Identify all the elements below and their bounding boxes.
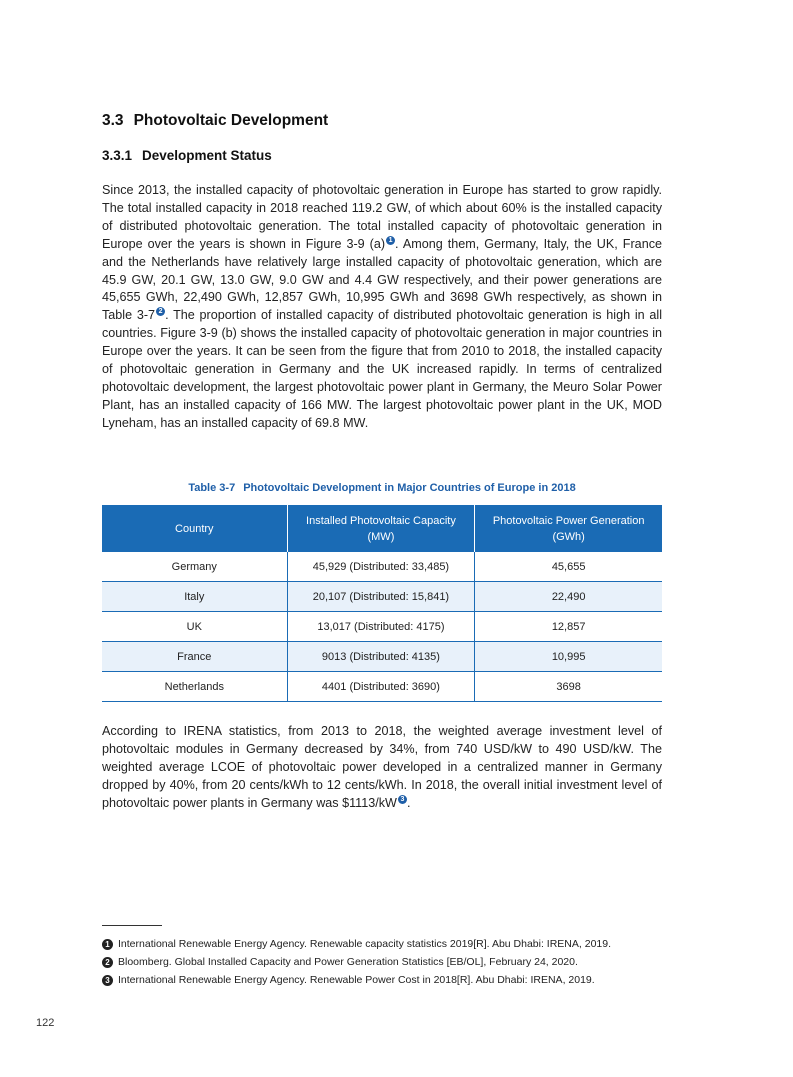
table-row [102, 552, 662, 582]
footnote-item [102, 953, 702, 971]
table-caption [102, 482, 662, 494]
body-paragraph-1 [102, 182, 662, 433]
footnote-ref-1[interactable]: 1 [386, 236, 395, 245]
footnote-mark: 2 [102, 957, 113, 968]
section-title [102, 112, 328, 130]
footnote-text: International Renewable Energy Agency. Renewable Power Cost in 2018[R]. Abu Dhabi: IRENA, 2019. [118, 974, 595, 986]
footnote-ref-3[interactable]: 3 [398, 795, 407, 804]
table-cell: 13,017 (Distributed: 4175) [287, 612, 475, 642]
paragraph-text: Since 2013, the installed capacity of photovoltaic generation in Europe has started to grow rapidly. The total installed capacity in 2018 reached 119.2 GW, of which about 60% is the installed capacity of distributed photovoltaic generation. The total installed capacity of photovoltaic generation in Europe over the years is shown in Figure 3-9 (a) [102, 183, 662, 251]
paragraph-text: . [406, 795, 411, 810]
footnote-ref-2[interactable]: 2 [156, 307, 165, 316]
subsection-title-text: Development Status [142, 148, 272, 163]
table-cell: 4401 (Distributed: 3690) [287, 672, 475, 702]
table-cell: 22,490 [475, 582, 662, 612]
footnote-mark: 1 [102, 939, 113, 950]
table-cell: 45,929 (Distributed: 33,485) [287, 552, 475, 582]
table-cell: 3698 [475, 672, 662, 702]
table-cell: 20,107 (Distributed: 15,841) [287, 582, 475, 612]
table-cell: 10,995 [475, 642, 662, 672]
footnote-mark: 3 [102, 975, 113, 986]
table-row [102, 582, 662, 612]
page-number: 122 [36, 1017, 55, 1029]
footnote-divider [102, 925, 162, 926]
footnotes [102, 935, 702, 989]
data-table [102, 505, 662, 702]
table-cell: Germany [102, 552, 287, 582]
section-title-text: Photovoltaic Development [133, 112, 329, 129]
table-cell: 45,655 [475, 552, 662, 582]
footnote-item [102, 935, 702, 953]
table-caption-number: Table 3-7 [188, 482, 236, 494]
table-caption-title: Photovoltaic Development in Major Countries of Europe in 2018 [243, 482, 576, 494]
table-cell: 9013 (Distributed: 4135) [287, 642, 475, 672]
table-cell: France [102, 642, 287, 672]
footnote-item [102, 971, 702, 989]
table-header-cell: Installed Photovoltaic Capacity (MW) [287, 505, 475, 552]
body-paragraph-2 [102, 723, 662, 813]
paragraph-text: . Among them, Germany, Italy, the UK, France and the Netherlands have relatively large installed capacity of photovoltaic generation, which are 45.9 GW, 20.1 GW, 13.0 GW, 9.0 GW and 4.4 GW respectively, and their power generations are 45,655 GWh, 22,490 GWh, 12,857 GWh, 10,995 GWh and 3698 GWh respectively, as shown in Table 3-7 [102, 236, 662, 323]
table-cell: Italy [102, 582, 287, 612]
table-cell: UK [102, 612, 287, 642]
table-row [102, 642, 662, 672]
table-cell: Netherlands [102, 672, 287, 702]
section-number: 3.3 [102, 112, 124, 129]
table-cell: 12,857 [475, 612, 662, 642]
footnote-text: Bloomberg. Global Installed Capacity and Power Generation Statistics [EB/OL], February 24, 2020. [118, 956, 578, 968]
subsection-title [102, 148, 272, 163]
table-header-cell: Photovoltaic Power Generation (GWh) [475, 505, 662, 552]
table-header-cell: Country [102, 505, 287, 552]
table-header-row [102, 505, 662, 552]
subsection-number: 3.3.1 [102, 148, 133, 163]
footnote-text: International Renewable Energy Agency. Renewable capacity statistics 2019[R]. Abu Dhabi: IRENA, 2019. [118, 938, 612, 950]
table-row [102, 612, 662, 642]
paragraph-text: According to IRENA statistics, from 2013 to 2018, the weighted average investment level of photovoltaic modules in Germany decreased by 34%, from 740 USD/kW to 490 USD/kW. The weighted average LCOE of photovoltaic power developed in a centralized manner in Germany dropped by 40%, from 20 cents/kWh to 12 cents/kWh. In 2018, the overall initial investment level of photovoltaic power plants in Germany was $1113/kW [102, 724, 662, 810]
paragraph-text: . The proportion of installed capacity of distributed photovoltaic generation is high in all countries. Figure 3-9 (b) shows the installed capacity of photovoltaic generation in major countries in Europe over the years. It can be seen from the figure that from 2010 to 2018, the installed capacity of photovoltaic generation in Germany and the UK increased rapidly. In terms of centralized photovoltaic development, the largest photovoltaic power plant in Germany, the Meuro Solar Power Plant, has an installed capacity of 166 MW. The largest photovoltaic power plant in the UK, MOD Lyneham, has an installed capacity of 69.8 MW. [102, 308, 662, 430]
table-row [102, 672, 662, 702]
